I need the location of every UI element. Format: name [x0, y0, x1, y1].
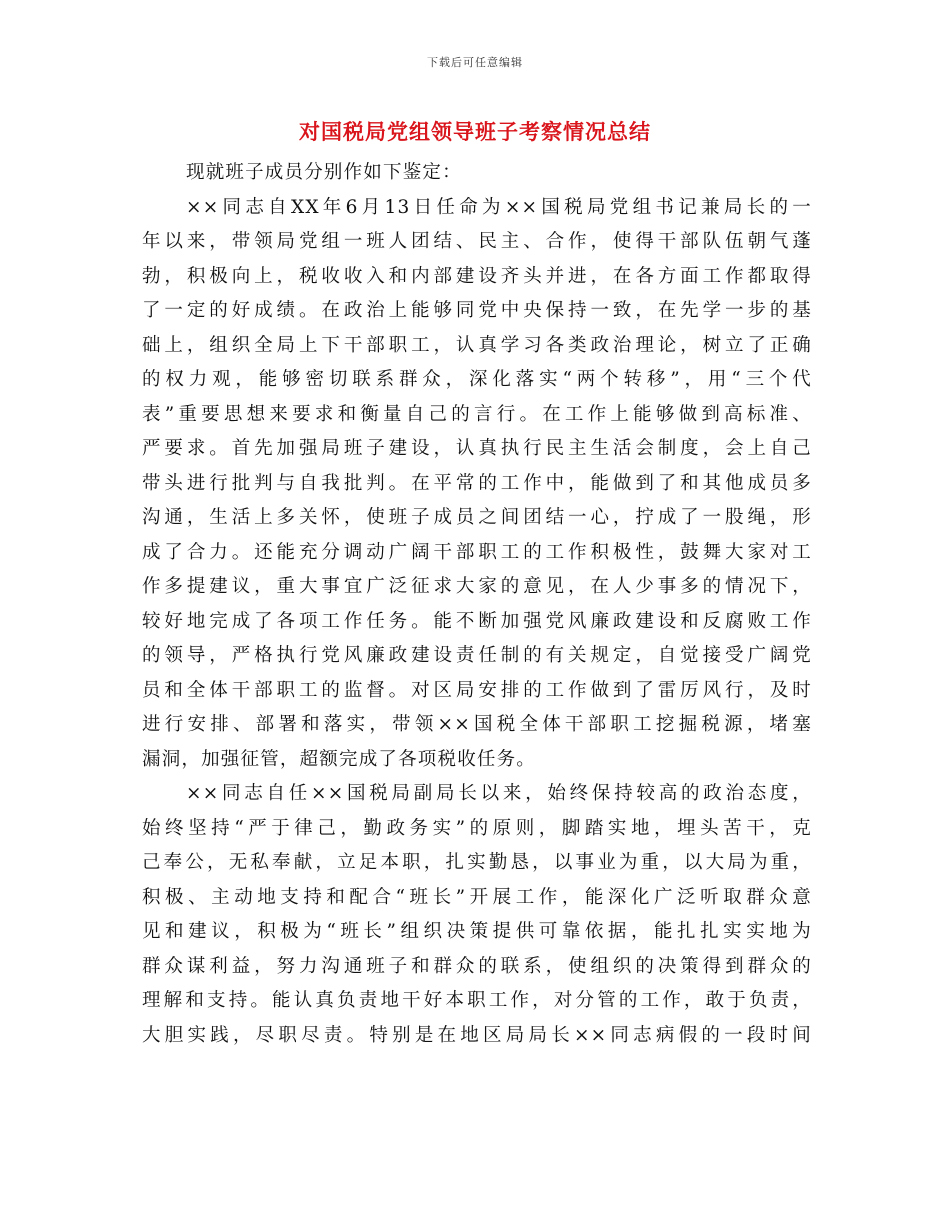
paragraph-line: 的权力观，能够密切联系群众，深化落实“两个转移”，用“三个代: [142, 369, 812, 390]
paragraph-line: 积极、主动地支持和配合“班长”开展工作，能深化广泛听取群众意: [142, 886, 812, 908]
header-note: 下载后可任意编辑: [427, 56, 523, 69]
paragraph-line: 较好地完成了各项工作任务。能不断加强党风廉政建设和反腐败工作: [142, 610, 812, 632]
paragraph-line: 沟通，生活上多关怀，使班子成员之间团结一心，拧成了一股绳，形: [142, 507, 812, 528]
paragraph-line: 的领导，严格执行党风廉政建设责任制的有关规定，自觉接受广阔党: [142, 645, 812, 666]
document-body: [142, 156, 812, 1053]
paragraph-line: ××同志自任××国税局副局长以来，始终保持较高的政治态度，: [186, 783, 812, 804]
paragraph-line: 严要求。首先加强局班子建设，认真执行民主生活会制度，会上自己: [142, 438, 812, 459]
paragraph-line: 现就班子成员分别作如下鉴定：: [186, 162, 462, 183]
paragraph-line: 大胆实践，尽职尽责。特别是在地区局局长××同志病假的一段时间: [142, 1024, 812, 1046]
paragraph-line: 表”重要思想来要求和衡量自己的言行。在工作上能够做到高标准、: [142, 403, 812, 425]
paragraph-line: 漏洞，加强征管，超额完成了各项税收任务。: [142, 748, 537, 770]
paragraph-line: 勃，积极向上，税收收入和内部建设齐头并进，在各方面工作都取得: [142, 265, 812, 287]
paragraph-line: 己奉公，无私奉献，立足本职，扎实勤恳，以事业为重，以大局为重，: [142, 852, 812, 873]
paragraph-line: 成了合力。还能充分调动广阔干部职工的工作积极性，鼓舞大家对工: [142, 541, 812, 563]
paragraph-line: 了一定的好成绩。在政治上能够同党中央保持一致，在先学一步的基: [142, 300, 812, 321]
paragraph-line: 进行安排、部署和落实，带领××国税全体干部职工挖掘税源，堵塞: [142, 714, 812, 735]
document-title: 对国税局党组领导班子考察情况总结: [299, 120, 651, 144]
paragraph-line: ××同志自XX年6月13日任命为××国税局党组书记兼局长的一: [186, 196, 812, 218]
paragraph-line: 年以来，带领局党组一班人团结、民主、合作，使得干部队伍朝气蓬: [142, 231, 812, 252]
paragraph-line: 带头进行批判与自我批判。在平常的工作中，能做到了和其他成员多: [142, 472, 812, 494]
paragraph-line: 见和建议，积极为“班长”组织决策提供可靠依据，能扎扎实实地为: [142, 921, 812, 942]
paragraph-line: 理解和支持。能认真负责地干好本职工作，对分管的工作，敢于负责，: [142, 990, 812, 1011]
paragraph-line: 作多提建议，重大事宜广泛征求大家的意见，在人少事多的情况下，: [142, 576, 812, 597]
paragraph-line: 群众谋利益，努力沟通班子和群众的联系，使组织的决策得到群众的: [142, 955, 812, 977]
paragraph-line: 员和全体干部职工的监督。对区局安排的工作做到了雷厉风行，及时: [142, 679, 812, 701]
paragraph-line: 始终坚持“严于律己，勤政务实”的原则，脚踏实地，埋头苦干，克: [142, 817, 812, 839]
paragraph-line: 础上，组织全局上下干部职工，认真学习各类政治理论，树立了正确: [142, 334, 812, 356]
